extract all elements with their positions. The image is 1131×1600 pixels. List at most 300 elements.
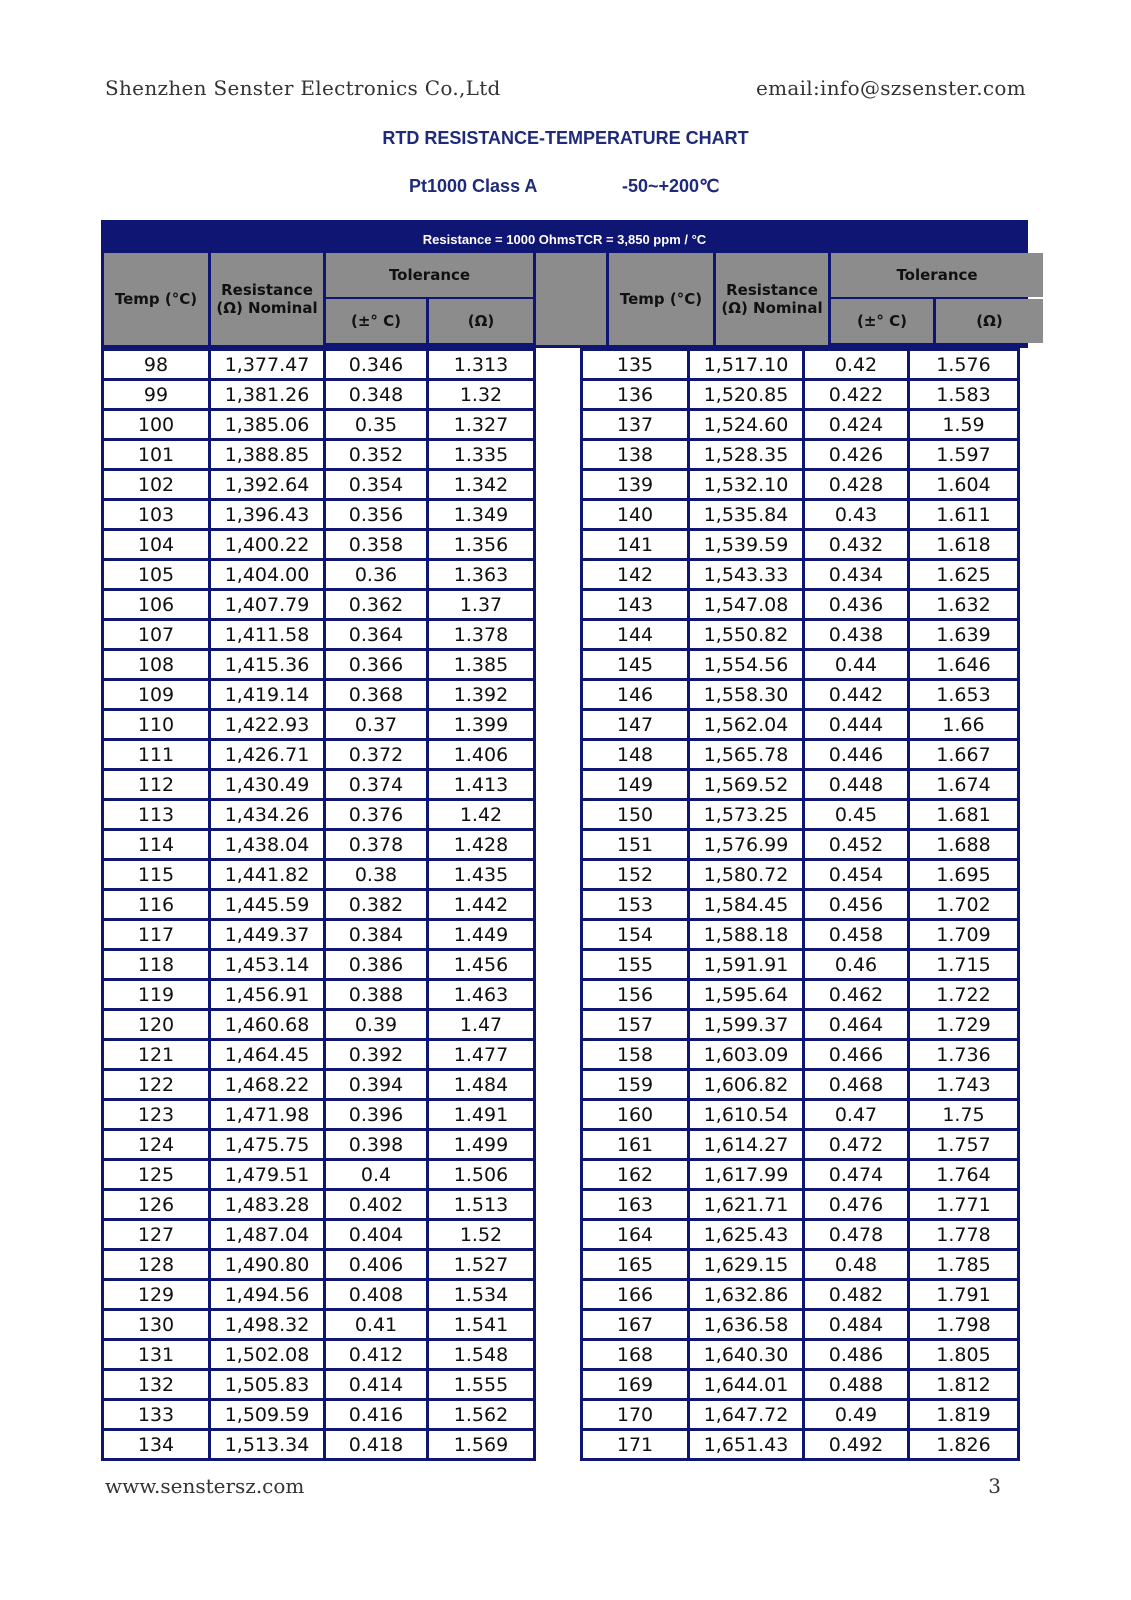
tol-deg-cell: 0.47 — [805, 1101, 907, 1128]
resistance-cell: 1,603.09 — [690, 1041, 802, 1068]
table-row — [104, 1281, 533, 1308]
resistance-cell: 1,576.99 — [690, 831, 802, 858]
tol-ohm-cell: 1.456 — [429, 951, 533, 978]
company-name: Shenzhen Senster Electronics Co.,Ltd — [105, 76, 501, 100]
temp-cell: 118 — [104, 951, 208, 978]
tol-ohm-cell: 1.618 — [910, 531, 1017, 558]
tol-ohm-cell: 1.327 — [429, 411, 533, 438]
resistance-cell: 1,636.58 — [690, 1311, 802, 1338]
tol-deg-cell: 0.392 — [326, 1041, 426, 1068]
tol-deg-cell: 0.434 — [805, 561, 907, 588]
tol-ohm-cell: 1.349 — [429, 501, 533, 528]
header-resistance-right: Resistance (Ω) Nominal — [716, 253, 828, 345]
table-row — [104, 591, 533, 618]
temp-cell: 124 — [104, 1131, 208, 1158]
tol-ohm-cell: 1.681 — [910, 801, 1017, 828]
tol-ohm-cell: 1.778 — [910, 1221, 1017, 1248]
resistance-cell: 1,426.71 — [211, 741, 323, 768]
tol-deg-cell: 0.354 — [326, 471, 426, 498]
temperature-range: -50~+200℃ — [622, 176, 720, 196]
resistance-cell: 1,591.91 — [690, 951, 802, 978]
resistance-cell: 1,520.85 — [690, 381, 802, 408]
table-row — [104, 1101, 533, 1128]
temp-cell: 122 — [104, 1071, 208, 1098]
temp-cell: 119 — [104, 981, 208, 1008]
resistance-cell: 1,400.22 — [211, 531, 323, 558]
resistance-cell: 1,573.25 — [690, 801, 802, 828]
tol-deg-cell: 0.442 — [805, 681, 907, 708]
table-row — [583, 561, 1017, 588]
tol-deg-cell: 0.39 — [326, 1011, 426, 1038]
table-row — [583, 681, 1017, 708]
resistance-cell: 1,479.51 — [211, 1161, 323, 1188]
table-row — [104, 381, 533, 408]
tol-deg-cell: 0.412 — [326, 1341, 426, 1368]
resistance-cell: 1,528.35 — [690, 441, 802, 468]
temp-cell: 125 — [104, 1161, 208, 1188]
tol-deg-cell: 0.44 — [805, 651, 907, 678]
temp-cell: 169 — [583, 1371, 687, 1398]
temp-cell: 161 — [583, 1131, 687, 1158]
table-row — [104, 951, 533, 978]
resistance-cell: 1,644.01 — [690, 1371, 802, 1398]
resistance-cell: 1,441.82 — [211, 861, 323, 888]
tol-deg-cell: 0.43 — [805, 501, 907, 528]
tol-deg-cell: 0.368 — [326, 681, 426, 708]
temp-cell: 160 — [583, 1101, 687, 1128]
resistance-cell: 1,610.54 — [690, 1101, 802, 1128]
header-resistance-left: Resistance (Ω) Nominal — [211, 253, 323, 345]
tol-deg-cell: 0.366 — [326, 651, 426, 678]
tol-ohm-cell: 1.555 — [429, 1371, 533, 1398]
tol-deg-cell: 0.348 — [326, 381, 426, 408]
tol-ohm-cell: 1.688 — [910, 831, 1017, 858]
tol-ohm-cell: 1.75 — [910, 1101, 1017, 1128]
resistance-cell: 1,475.75 — [211, 1131, 323, 1158]
temp-cell: 115 — [104, 861, 208, 888]
table-row — [583, 1101, 1017, 1128]
resistance-cell: 1,543.33 — [690, 561, 802, 588]
resistance-cell: 1,483.28 — [211, 1191, 323, 1218]
table-row — [583, 951, 1017, 978]
table-row — [104, 861, 533, 888]
tol-ohm-cell: 1.562 — [429, 1401, 533, 1428]
temp-cell: 131 — [104, 1341, 208, 1368]
tol-deg-cell: 0.402 — [326, 1191, 426, 1218]
temp-cell: 163 — [583, 1191, 687, 1218]
tol-deg-cell: 0.452 — [805, 831, 907, 858]
temp-cell: 166 — [583, 1281, 687, 1308]
temp-cell: 102 — [104, 471, 208, 498]
temp-cell: 165 — [583, 1251, 687, 1278]
table-row — [104, 1071, 533, 1098]
temp-cell: 153 — [583, 891, 687, 918]
tol-deg-cell: 0.388 — [326, 981, 426, 1008]
tol-deg-cell: 0.362 — [326, 591, 426, 618]
table-row — [583, 921, 1017, 948]
table-row — [104, 981, 533, 1008]
tol-deg-cell: 0.444 — [805, 711, 907, 738]
left-table — [101, 348, 536, 1461]
tol-ohm-cell: 1.709 — [910, 921, 1017, 948]
table-row — [583, 591, 1017, 618]
tol-ohm-cell: 1.499 — [429, 1131, 533, 1158]
tol-ohm-cell: 1.812 — [910, 1371, 1017, 1398]
resistance-cell: 1,453.14 — [211, 951, 323, 978]
table-row — [583, 1311, 1017, 1338]
resistance-cell: 1,584.45 — [690, 891, 802, 918]
tol-ohm-cell: 1.729 — [910, 1011, 1017, 1038]
table-row — [104, 411, 533, 438]
temp-cell: 167 — [583, 1311, 687, 1338]
page-number: 3 — [988, 1474, 1001, 1498]
resistance-cell: 1,606.82 — [690, 1071, 802, 1098]
table-row — [583, 381, 1017, 408]
resistance-cell: 1,565.78 — [690, 741, 802, 768]
tol-ohm-cell: 1.378 — [429, 621, 533, 648]
tol-ohm-cell: 1.37 — [429, 591, 533, 618]
tol-deg-cell: 0.378 — [326, 831, 426, 858]
tol-ohm-cell: 1.785 — [910, 1251, 1017, 1278]
table-row — [583, 1431, 1017, 1458]
resistance-band: Resistance = 1000 OhmsTCR = 3,850 ppm / °C — [101, 220, 1028, 250]
tol-deg-cell: 0.472 — [805, 1131, 907, 1158]
resistance-cell: 1,617.99 — [690, 1161, 802, 1188]
resistance-cell: 1,487.04 — [211, 1221, 323, 1248]
temp-cell: 149 — [583, 771, 687, 798]
tol-ohm-cell: 1.771 — [910, 1191, 1017, 1218]
resistance-cell: 1,490.80 — [211, 1251, 323, 1278]
tol-deg-cell: 0.482 — [805, 1281, 907, 1308]
resistance-cell: 1,539.59 — [690, 531, 802, 558]
tol-deg-cell: 0.426 — [805, 441, 907, 468]
tol-deg-cell: 0.464 — [805, 1011, 907, 1038]
tol-deg-cell: 0.448 — [805, 771, 907, 798]
tol-ohm-cell: 1.576 — [910, 351, 1017, 378]
resistance-cell: 1,517.10 — [690, 351, 802, 378]
tol-ohm-cell: 1.695 — [910, 861, 1017, 888]
temp-cell: 123 — [104, 1101, 208, 1128]
table-row — [104, 681, 533, 708]
tol-ohm-cell: 1.743 — [910, 1071, 1017, 1098]
tol-deg-cell: 0.372 — [326, 741, 426, 768]
resistance-cell: 1,629.15 — [690, 1251, 802, 1278]
header-tolerance-right: Tolerance — [831, 253, 1043, 297]
temp-cell: 155 — [583, 951, 687, 978]
temp-cell: 151 — [583, 831, 687, 858]
tol-deg-cell: 0.41 — [326, 1311, 426, 1338]
tol-ohm-cell: 1.646 — [910, 651, 1017, 678]
chart-title: RTD RESISTANCE-TEMPERATURE CHART — [382, 128, 749, 148]
resistance-cell: 1,422.93 — [211, 711, 323, 738]
tol-deg-cell: 0.382 — [326, 891, 426, 918]
tol-deg-cell: 0.35 — [326, 411, 426, 438]
table-row — [104, 1251, 533, 1278]
resistance-cell: 1,532.10 — [690, 471, 802, 498]
table-row — [583, 531, 1017, 558]
tol-deg-cell: 0.492 — [805, 1431, 907, 1458]
table-row — [104, 471, 533, 498]
table-row — [104, 1191, 533, 1218]
resistance-cell: 1,632.86 — [690, 1281, 802, 1308]
table-row — [583, 1221, 1017, 1248]
resistance-cell: 1,562.04 — [690, 711, 802, 738]
resistance-cell: 1,550.82 — [690, 621, 802, 648]
resistance-cell: 1,449.37 — [211, 921, 323, 948]
table-row — [583, 1161, 1017, 1188]
table-row — [583, 501, 1017, 528]
table-row — [104, 621, 533, 648]
table-row — [583, 1131, 1017, 1158]
tol-ohm-cell: 1.32 — [429, 381, 533, 408]
table-row — [583, 1401, 1017, 1428]
resistance-cell: 1,468.22 — [211, 1071, 323, 1098]
right-table — [580, 348, 1020, 1461]
tol-deg-cell: 0.418 — [326, 1431, 426, 1458]
resistance-cell: 1,513.34 — [211, 1431, 323, 1458]
temp-cell: 154 — [583, 921, 687, 948]
tol-ohm-cell: 1.42 — [429, 801, 533, 828]
tol-deg-cell: 0.466 — [805, 1041, 907, 1068]
tol-ohm-cell: 1.569 — [429, 1431, 533, 1458]
tol-deg-cell: 0.488 — [805, 1371, 907, 1398]
tol-deg-cell: 0.358 — [326, 531, 426, 558]
temp-cell: 146 — [583, 681, 687, 708]
resistance-cell: 1,547.08 — [690, 591, 802, 618]
resistance-cell: 1,407.79 — [211, 591, 323, 618]
tol-ohm-cell: 1.702 — [910, 891, 1017, 918]
table-row — [104, 741, 533, 768]
table-row — [104, 1011, 533, 1038]
resistance-cell: 1,377.47 — [211, 351, 323, 378]
tol-ohm-cell: 1.59 — [910, 411, 1017, 438]
temp-cell: 158 — [583, 1041, 687, 1068]
resistance-cell: 1,385.06 — [211, 411, 323, 438]
temp-cell: 147 — [583, 711, 687, 738]
table-row — [104, 1311, 533, 1338]
resistance-cell: 1,460.68 — [211, 1011, 323, 1038]
tol-ohm-cell: 1.491 — [429, 1101, 533, 1128]
header-temp-right: Temp (°C) — [609, 253, 713, 345]
temp-cell: 107 — [104, 621, 208, 648]
table-row — [583, 1011, 1017, 1038]
tol-ohm-cell: 1.413 — [429, 771, 533, 798]
table-row — [583, 711, 1017, 738]
tol-ohm-cell: 1.722 — [910, 981, 1017, 1008]
tol-ohm-cell: 1.435 — [429, 861, 533, 888]
tol-ohm-cell: 1.66 — [910, 711, 1017, 738]
tol-ohm-cell: 1.791 — [910, 1281, 1017, 1308]
resistance-cell: 1,438.04 — [211, 831, 323, 858]
temp-cell: 112 — [104, 771, 208, 798]
tol-ohm-cell: 1.798 — [910, 1311, 1017, 1338]
tol-ohm-cell: 1.674 — [910, 771, 1017, 798]
tol-deg-cell: 0.468 — [805, 1071, 907, 1098]
tol-ohm-cell: 1.583 — [910, 381, 1017, 408]
resistance-cell: 1,651.43 — [690, 1431, 802, 1458]
temp-cell: 109 — [104, 681, 208, 708]
table-row — [583, 1251, 1017, 1278]
temp-cell: 133 — [104, 1401, 208, 1428]
tol-ohm-cell: 1.392 — [429, 681, 533, 708]
temp-cell: 134 — [104, 1431, 208, 1458]
temp-cell: 132 — [104, 1371, 208, 1398]
tol-ohm-cell: 1.363 — [429, 561, 533, 588]
temp-cell: 170 — [583, 1401, 687, 1428]
tol-ohm-cell: 1.442 — [429, 891, 533, 918]
table-row — [583, 621, 1017, 648]
tol-deg-cell: 0.386 — [326, 951, 426, 978]
temp-cell: 148 — [583, 741, 687, 768]
tol-deg-cell: 0.454 — [805, 861, 907, 888]
tol-ohm-cell: 1.548 — [429, 1341, 533, 1368]
header-temp-left: Temp (°C) — [104, 253, 208, 345]
tol-ohm-cell: 1.826 — [910, 1431, 1017, 1458]
table-header — [101, 250, 1028, 348]
website: www.senstersz.com — [105, 1474, 305, 1498]
header-spacer — [536, 253, 606, 345]
tol-deg-cell: 0.394 — [326, 1071, 426, 1098]
tol-deg-cell: 0.356 — [326, 501, 426, 528]
tol-deg-cell: 0.396 — [326, 1101, 426, 1128]
tol-deg-cell: 0.4 — [326, 1161, 426, 1188]
tol-deg-cell: 0.436 — [805, 591, 907, 618]
tol-ohm-cell: 1.385 — [429, 651, 533, 678]
temp-cell: 108 — [104, 651, 208, 678]
tol-deg-cell: 0.46 — [805, 951, 907, 978]
temp-cell: 101 — [104, 441, 208, 468]
temp-cell: 113 — [104, 801, 208, 828]
tol-ohm-cell: 1.428 — [429, 831, 533, 858]
resistance-cell: 1,505.83 — [211, 1371, 323, 1398]
tol-deg-cell: 0.474 — [805, 1161, 907, 1188]
tol-deg-cell: 0.428 — [805, 471, 907, 498]
tol-ohm-cell: 1.667 — [910, 741, 1017, 768]
tol-deg-cell: 0.48 — [805, 1251, 907, 1278]
resistance-cell: 1,456.91 — [211, 981, 323, 1008]
tol-deg-cell: 0.408 — [326, 1281, 426, 1308]
tol-ohm-cell: 1.506 — [429, 1161, 533, 1188]
temp-cell: 135 — [583, 351, 687, 378]
table-row — [583, 1071, 1017, 1098]
temp-cell: 117 — [104, 921, 208, 948]
tol-deg-cell: 0.432 — [805, 531, 907, 558]
table-row — [104, 831, 533, 858]
tol-deg-cell: 0.37 — [326, 711, 426, 738]
temp-cell: 138 — [583, 441, 687, 468]
resistance-cell: 1,647.72 — [690, 1401, 802, 1428]
table-row — [104, 1431, 533, 1458]
resistance-cell: 1,558.30 — [690, 681, 802, 708]
resistance-cell: 1,464.45 — [211, 1041, 323, 1068]
temp-cell: 114 — [104, 831, 208, 858]
table-row — [583, 651, 1017, 678]
tol-ohm-cell: 1.477 — [429, 1041, 533, 1068]
resistance-cell: 1,621.71 — [690, 1191, 802, 1218]
table-row — [104, 561, 533, 588]
resistance-cell: 1,415.36 — [211, 651, 323, 678]
temp-cell: 144 — [583, 621, 687, 648]
header-tol-ohm-right: (Ω) — [936, 299, 1043, 343]
tol-deg-cell: 0.404 — [326, 1221, 426, 1248]
temp-cell: 110 — [104, 711, 208, 738]
tol-ohm-cell: 1.47 — [429, 1011, 533, 1038]
temp-cell: 127 — [104, 1221, 208, 1248]
resistance-cell: 1,502.08 — [211, 1341, 323, 1368]
temp-cell: 139 — [583, 471, 687, 498]
temp-cell: 136 — [583, 381, 687, 408]
temp-cell: 171 — [583, 1431, 687, 1458]
tol-deg-cell: 0.458 — [805, 921, 907, 948]
tol-ohm-cell: 1.597 — [910, 441, 1017, 468]
table-row — [104, 441, 533, 468]
temp-cell: 100 — [104, 411, 208, 438]
tol-ohm-cell: 1.534 — [429, 1281, 533, 1308]
tol-deg-cell: 0.462 — [805, 981, 907, 1008]
table-row — [104, 1221, 533, 1248]
tol-deg-cell: 0.486 — [805, 1341, 907, 1368]
tol-deg-cell: 0.42 — [805, 351, 907, 378]
table-row — [104, 711, 533, 738]
resistance-cell: 1,625.43 — [690, 1221, 802, 1248]
table-row — [104, 1041, 533, 1068]
resistance-cell: 1,411.58 — [211, 621, 323, 648]
table-row — [583, 441, 1017, 468]
rtd-table — [101, 220, 1028, 1468]
tol-deg-cell: 0.38 — [326, 861, 426, 888]
temp-cell: 116 — [104, 891, 208, 918]
temp-cell: 168 — [583, 1341, 687, 1368]
table-row — [104, 1131, 533, 1158]
temp-cell: 157 — [583, 1011, 687, 1038]
header-tol-ohm-left: (Ω) — [429, 299, 533, 343]
temp-cell: 128 — [104, 1251, 208, 1278]
temp-cell: 121 — [104, 1041, 208, 1068]
resistance-cell: 1,580.72 — [690, 861, 802, 888]
tol-deg-cell: 0.478 — [805, 1221, 907, 1248]
resistance-cell: 1,494.56 — [211, 1281, 323, 1308]
tol-deg-cell: 0.484 — [805, 1311, 907, 1338]
table-row — [104, 1401, 533, 1428]
header-tol-deg-right: (±° C) — [831, 299, 933, 343]
resistance-cell: 1,498.32 — [211, 1311, 323, 1338]
table-row — [104, 1161, 533, 1188]
temp-cell: 159 — [583, 1071, 687, 1098]
resistance-cell: 1,535.84 — [690, 501, 802, 528]
temp-cell: 130 — [104, 1311, 208, 1338]
tol-ohm-cell: 1.313 — [429, 351, 533, 378]
temp-cell: 140 — [583, 501, 687, 528]
temp-cell: 98 — [104, 351, 208, 378]
tol-deg-cell: 0.374 — [326, 771, 426, 798]
header-tolerance-left: Tolerance — [326, 253, 533, 297]
table-row — [104, 651, 533, 678]
resistance-cell: 1,419.14 — [211, 681, 323, 708]
resistance-cell: 1,392.64 — [211, 471, 323, 498]
resistance-cell: 1,524.60 — [690, 411, 802, 438]
tol-ohm-cell: 1.653 — [910, 681, 1017, 708]
table-row — [104, 891, 533, 918]
resistance-cell: 1,614.27 — [690, 1131, 802, 1158]
tol-deg-cell: 0.346 — [326, 351, 426, 378]
tol-ohm-cell: 1.52 — [429, 1221, 533, 1248]
temp-cell: 111 — [104, 741, 208, 768]
temp-cell: 164 — [583, 1221, 687, 1248]
tol-ohm-cell: 1.625 — [910, 561, 1017, 588]
resistance-cell: 1,509.59 — [211, 1401, 323, 1428]
tol-deg-cell: 0.36 — [326, 561, 426, 588]
tol-deg-cell: 0.376 — [326, 801, 426, 828]
